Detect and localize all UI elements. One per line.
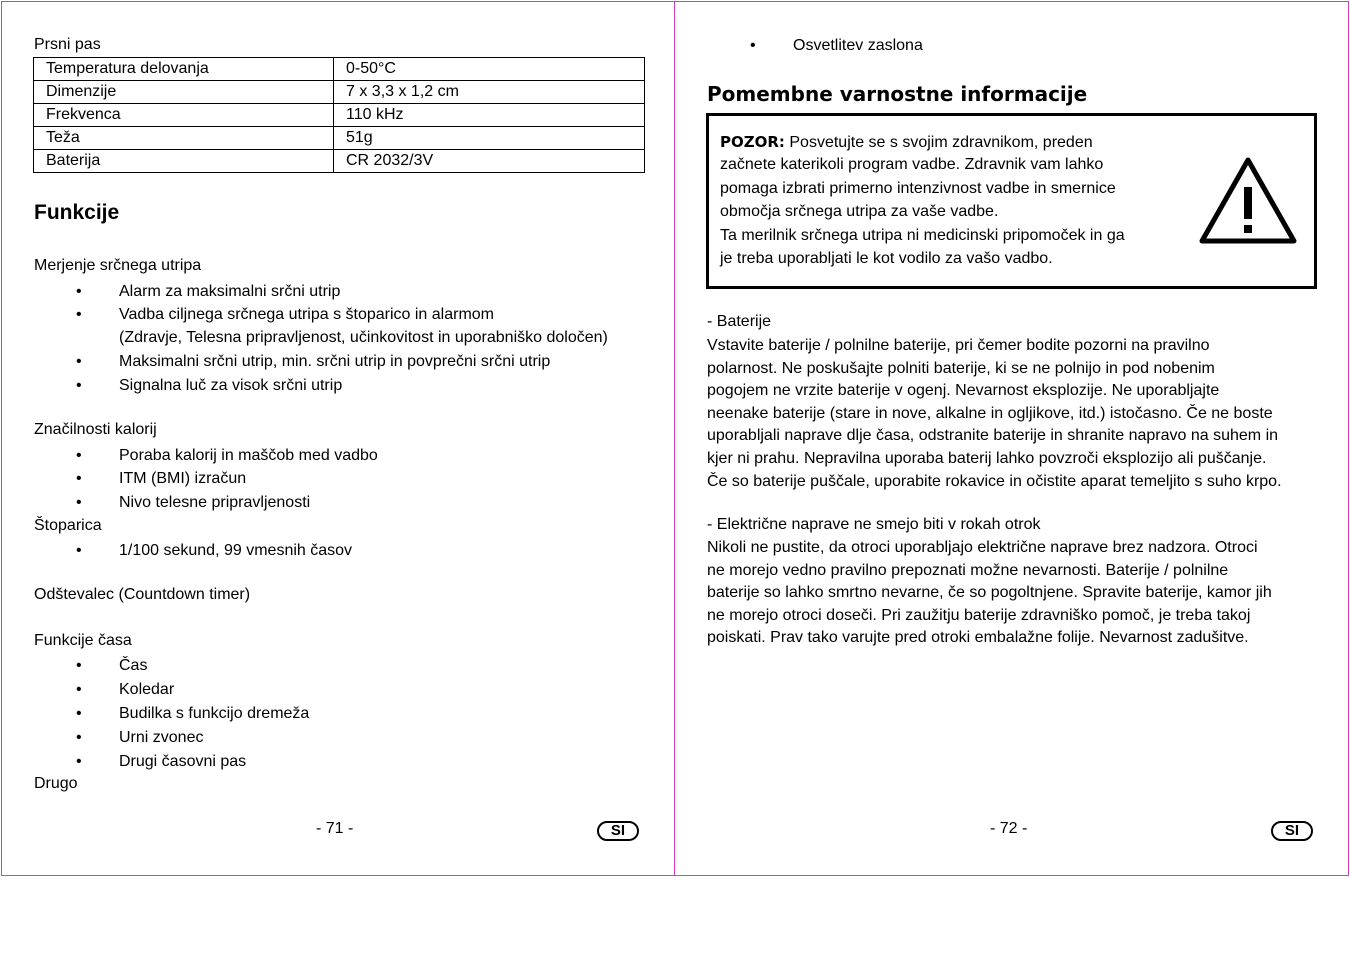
list-item: Signalna luč za visok srčni utrip [119, 377, 343, 394]
paragraph-line: poiskati. Prav tako varujte pred otroki embalažne folije. Nevarnost zadušitve. [707, 629, 1249, 647]
paragraph [707, 537, 1272, 650]
spec-title: Prsni pas [34, 36, 101, 53]
list-item: 1/100 sekund, 99 vmesnih časov [119, 542, 353, 559]
spec-label: Frekvenca [34, 104, 334, 127]
subsection-title: Drugo [34, 775, 78, 792]
table-row [34, 127, 645, 150]
warning-text: Posvetujte se s svojim zdravnikom, preden [789, 134, 1093, 151]
subsection-title: - Električne naprave ne smejo biti v rokah otrok [707, 516, 1041, 533]
subsection-title: Odštevalec (Countdown timer) [34, 586, 251, 603]
bullet-icon: • [76, 283, 82, 300]
bullet-icon: • [76, 542, 82, 559]
spec-label: Temperatura delovanja [34, 58, 334, 81]
paragraph-line: baterije so lahko smrtno nevarne, če so pogoltnjene. Spravite baterije, kamor jih [707, 584, 1272, 602]
table-row [34, 58, 645, 81]
spec-label: Teža [34, 127, 334, 150]
language-badge: SI [1271, 821, 1313, 841]
spec-table [33, 57, 645, 173]
warning-line: območja srčnega utripa za vaše vadbe. [720, 203, 999, 220]
bullet-icon: • [76, 729, 82, 746]
list-item: Nivo telesne pripravljenosti [119, 494, 311, 511]
spec-value: 7 x 3,3 x 1,2 cm [334, 81, 645, 104]
bullet-icon: • [76, 306, 82, 323]
page-number: - 71 - [316, 820, 354, 837]
list-item: Vadba ciljnega srčnega utripa s štoparico in alarmom [119, 306, 495, 323]
paragraph-line: polarnost. Ne poskušajte polniti baterije, ki se ne polnijo in pod nobenim [707, 359, 1215, 377]
bullet-icon: • [76, 494, 82, 511]
subsection-title: Merjenje srčnega utripa [34, 257, 202, 274]
list-item: ITM (BMI) izračun [119, 470, 247, 487]
list-item: Osvetlitev zaslona [793, 37, 923, 54]
bullet-icon: • [76, 705, 82, 722]
paragraph-line: Vstavite baterije / polnilne baterije, pri čemer bodite pozorni na pravilno [707, 337, 1210, 354]
subsection-title: Značilnosti kalorij [34, 421, 157, 438]
subsection-title: Funkcije časa [34, 632, 132, 649]
spec-label: Dimenzije [34, 81, 334, 104]
list-item: Urni zvonec [119, 729, 204, 746]
language-badge: SI [597, 821, 639, 841]
section-heading: Funkcije [34, 201, 120, 224]
page-number: - 72 - [990, 820, 1028, 837]
spec-value: 0-50°C [334, 58, 645, 81]
bullet-icon: • [76, 353, 82, 370]
paragraph-line: Če so baterije puščale, uporabite rokavice in očistite aparat temeljito s suho krpo. [707, 472, 1282, 490]
paragraph-line: neenake baterije (stare in nove, alkalne in ogljikove, itd.) istočasno. Če ne boste [707, 404, 1273, 422]
bullet-icon: • [76, 470, 82, 487]
warning-line: pomaga izbrati primerno intenzivnost vadbe in smernice [720, 180, 1116, 197]
bullet-icon: • [750, 37, 756, 54]
bullet-icon: • [76, 447, 82, 464]
list-item: Čas [119, 657, 148, 674]
warning-period: . [1048, 250, 1053, 267]
warning-text: je treba uporabljati le kot vodilo za vašo vadbo [720, 250, 1049, 267]
subsection-title: Štoparica [34, 517, 102, 534]
list-item-continuation: (Zdravje, Telesna pripravljenost, učinkovitost in uporabniško določen) [119, 329, 608, 346]
list-item: Alarm za maksimalni srčni utrip [119, 283, 341, 300]
table-row [34, 81, 645, 104]
warning-triangle-icon [1198, 155, 1298, 245]
warning-label: POZOR: [720, 133, 785, 151]
table-row [34, 104, 645, 127]
warning-line [720, 132, 1093, 153]
list-item: Maksimalni srčni utrip, min. srčni utrip in povprečni srčni utrip [119, 353, 551, 370]
bullet-icon: • [76, 681, 82, 698]
list-item: Koledar [119, 681, 175, 698]
paragraph-line: Nikoli ne pustite, da otroci uporabljajo električne naprave brez nadzora. Otroci [707, 539, 1258, 556]
paragraph-line: pogojem ne vrzite baterije v ogenj. Nevarnost eksplozije. Ne uporabljajte [707, 382, 1220, 400]
warning-line: Ta merilnik srčnega utripa ni medicinski pripomoček in ga [720, 227, 1125, 244]
list-item: Poraba kalorij in maščob med vadbo [119, 447, 378, 464]
bullet-icon: • [76, 657, 82, 674]
bullet-icon: • [76, 377, 82, 394]
list-item: Budilka s funkcijo dremeža [119, 705, 310, 722]
paragraph [707, 335, 1282, 493]
spec-label: Baterija [34, 150, 334, 173]
list-item: Drugi časovni pas [119, 753, 247, 770]
spec-value: 51g [334, 127, 645, 150]
paragraph-line: uporabljali naprave dlje časa, odstranite baterije in shranite napravo na suhem in [707, 427, 1279, 445]
warning-line: začnete katerikoli program vadbe. Zdravnik vam lahko [720, 156, 1104, 173]
section-heading: Pomembne varnostne informacije [707, 82, 1088, 106]
warning-line [720, 249, 1053, 269]
spec-value: 110 kHz [334, 104, 645, 127]
table-row [34, 150, 645, 173]
paragraph-line: kjer ni prahu. Nepravilna uporaba baterij lahko povzroči eksplozijo ali puščanje. [707, 449, 1267, 467]
paragraph-line: ne morejo vedno pravilno prepoznati možne nevarnosti. Baterije / polnilne [707, 561, 1229, 579]
bullet-icon: • [76, 753, 82, 770]
paragraph-line: ne morejo otroci doseči. Pri zaužitju baterije zdravniško pomoč, je treba takoj [707, 606, 1251, 624]
spec-value: CR 2032/3V [334, 150, 645, 173]
subsection-title: - Baterije [707, 313, 772, 330]
